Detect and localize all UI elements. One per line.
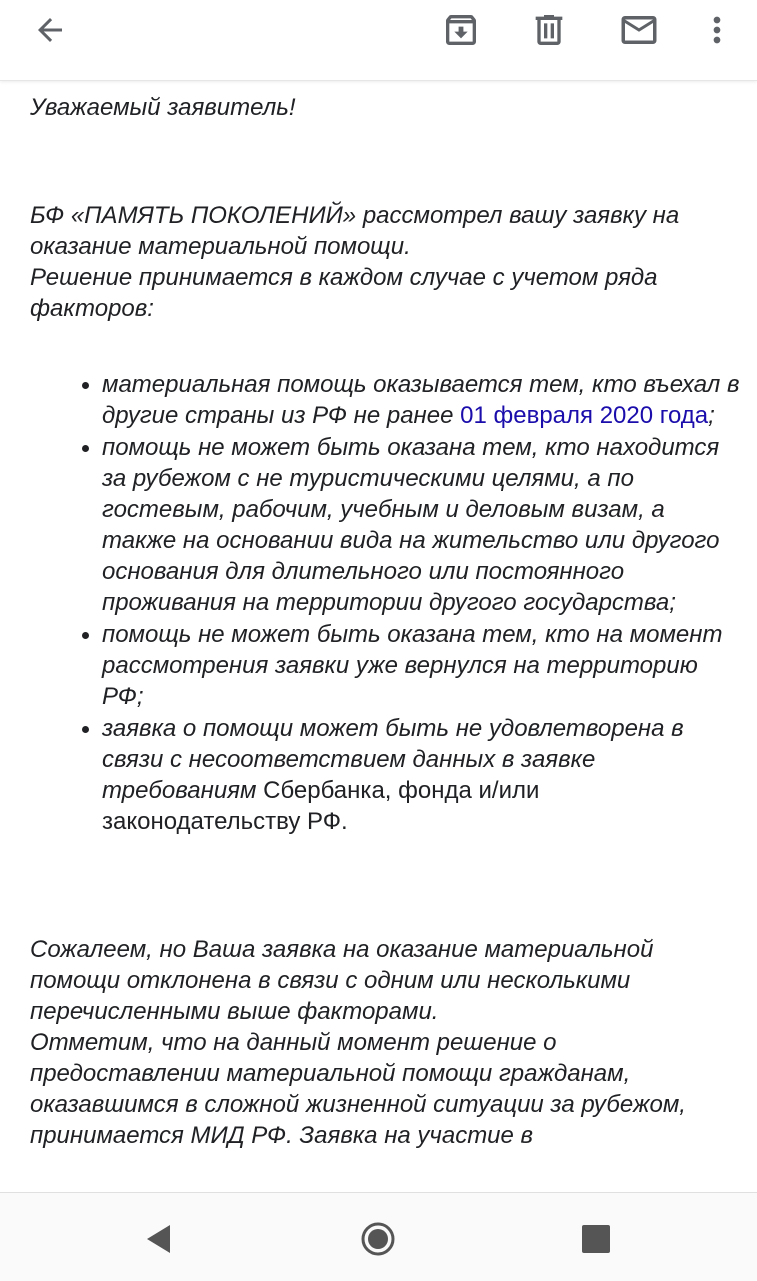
back-triangle-icon[interactable] [138, 1219, 178, 1259]
mail-icon[interactable] [609, 8, 669, 52]
top-toolbar [0, 0, 757, 81]
system-navigation-bar [0, 1192, 757, 1281]
archive-icon[interactable] [431, 8, 491, 52]
list-item: помощь не может быть оказана тем, кто находится за рубежом с не туристическими целями, а по гостевым, рабочим, учебным и деловым визам, а также на основании вида на жительство или другого основания для длительного или постоянного проживания на территории другого государства; [102, 432, 740, 618]
email-body[interactable] [0, 80, 757, 1192]
message-text [30, 92, 740, 1151]
date-link[interactable]: 01 февраля 2020 года [460, 402, 709, 429]
list-item: помощь не может быть оказана тем, кто на момент рассмотрения заявки уже вернулся на территорию РФ; [102, 619, 740, 712]
list-item: заявка о помощи может быть не удовлетворена в связи с несоответствием данных в заявке требованиям Сбербанка, фонда и/или законодательству РФ. [102, 713, 740, 837]
list-item: материальная помощь оказывается тем, кто въехал в другие страны из РФ не ранее 01 февраля 2020 года; [102, 371, 740, 429]
greeting: Уважаемый заявитель! [30, 94, 296, 121]
intro-paragraph-2: Решение принимается в каждом случае с учетом ряда факторов: [30, 264, 658, 322]
intro-paragraph: БФ «ПАМЯТЬ ПОКОЛЕНИЙ» рассмотрел вашу заявку на оказание материальной помощи. [30, 202, 680, 260]
conclusion-paragraph-2: Отметим, что на данный момент решение о предоставлении материальной помощи гражданам, оказавшимся в сложной жизненной ситуации за рубежом, принимается МИД РФ. Заявка на участие в [30, 1029, 686, 1149]
back-arrow-icon[interactable] [20, 8, 80, 52]
trash-icon[interactable] [519, 8, 579, 52]
conclusion-paragraph: Сожалеем, но Ваша заявка на оказание материальной помощи отклонена в связи с одним или несколькими перечисленными выше факторами. [30, 936, 654, 1025]
more-vert-icon[interactable] [687, 8, 747, 52]
home-circle-icon[interactable] [358, 1219, 398, 1259]
recents-square-icon[interactable] [576, 1219, 616, 1259]
factors-list [30, 369, 740, 837]
